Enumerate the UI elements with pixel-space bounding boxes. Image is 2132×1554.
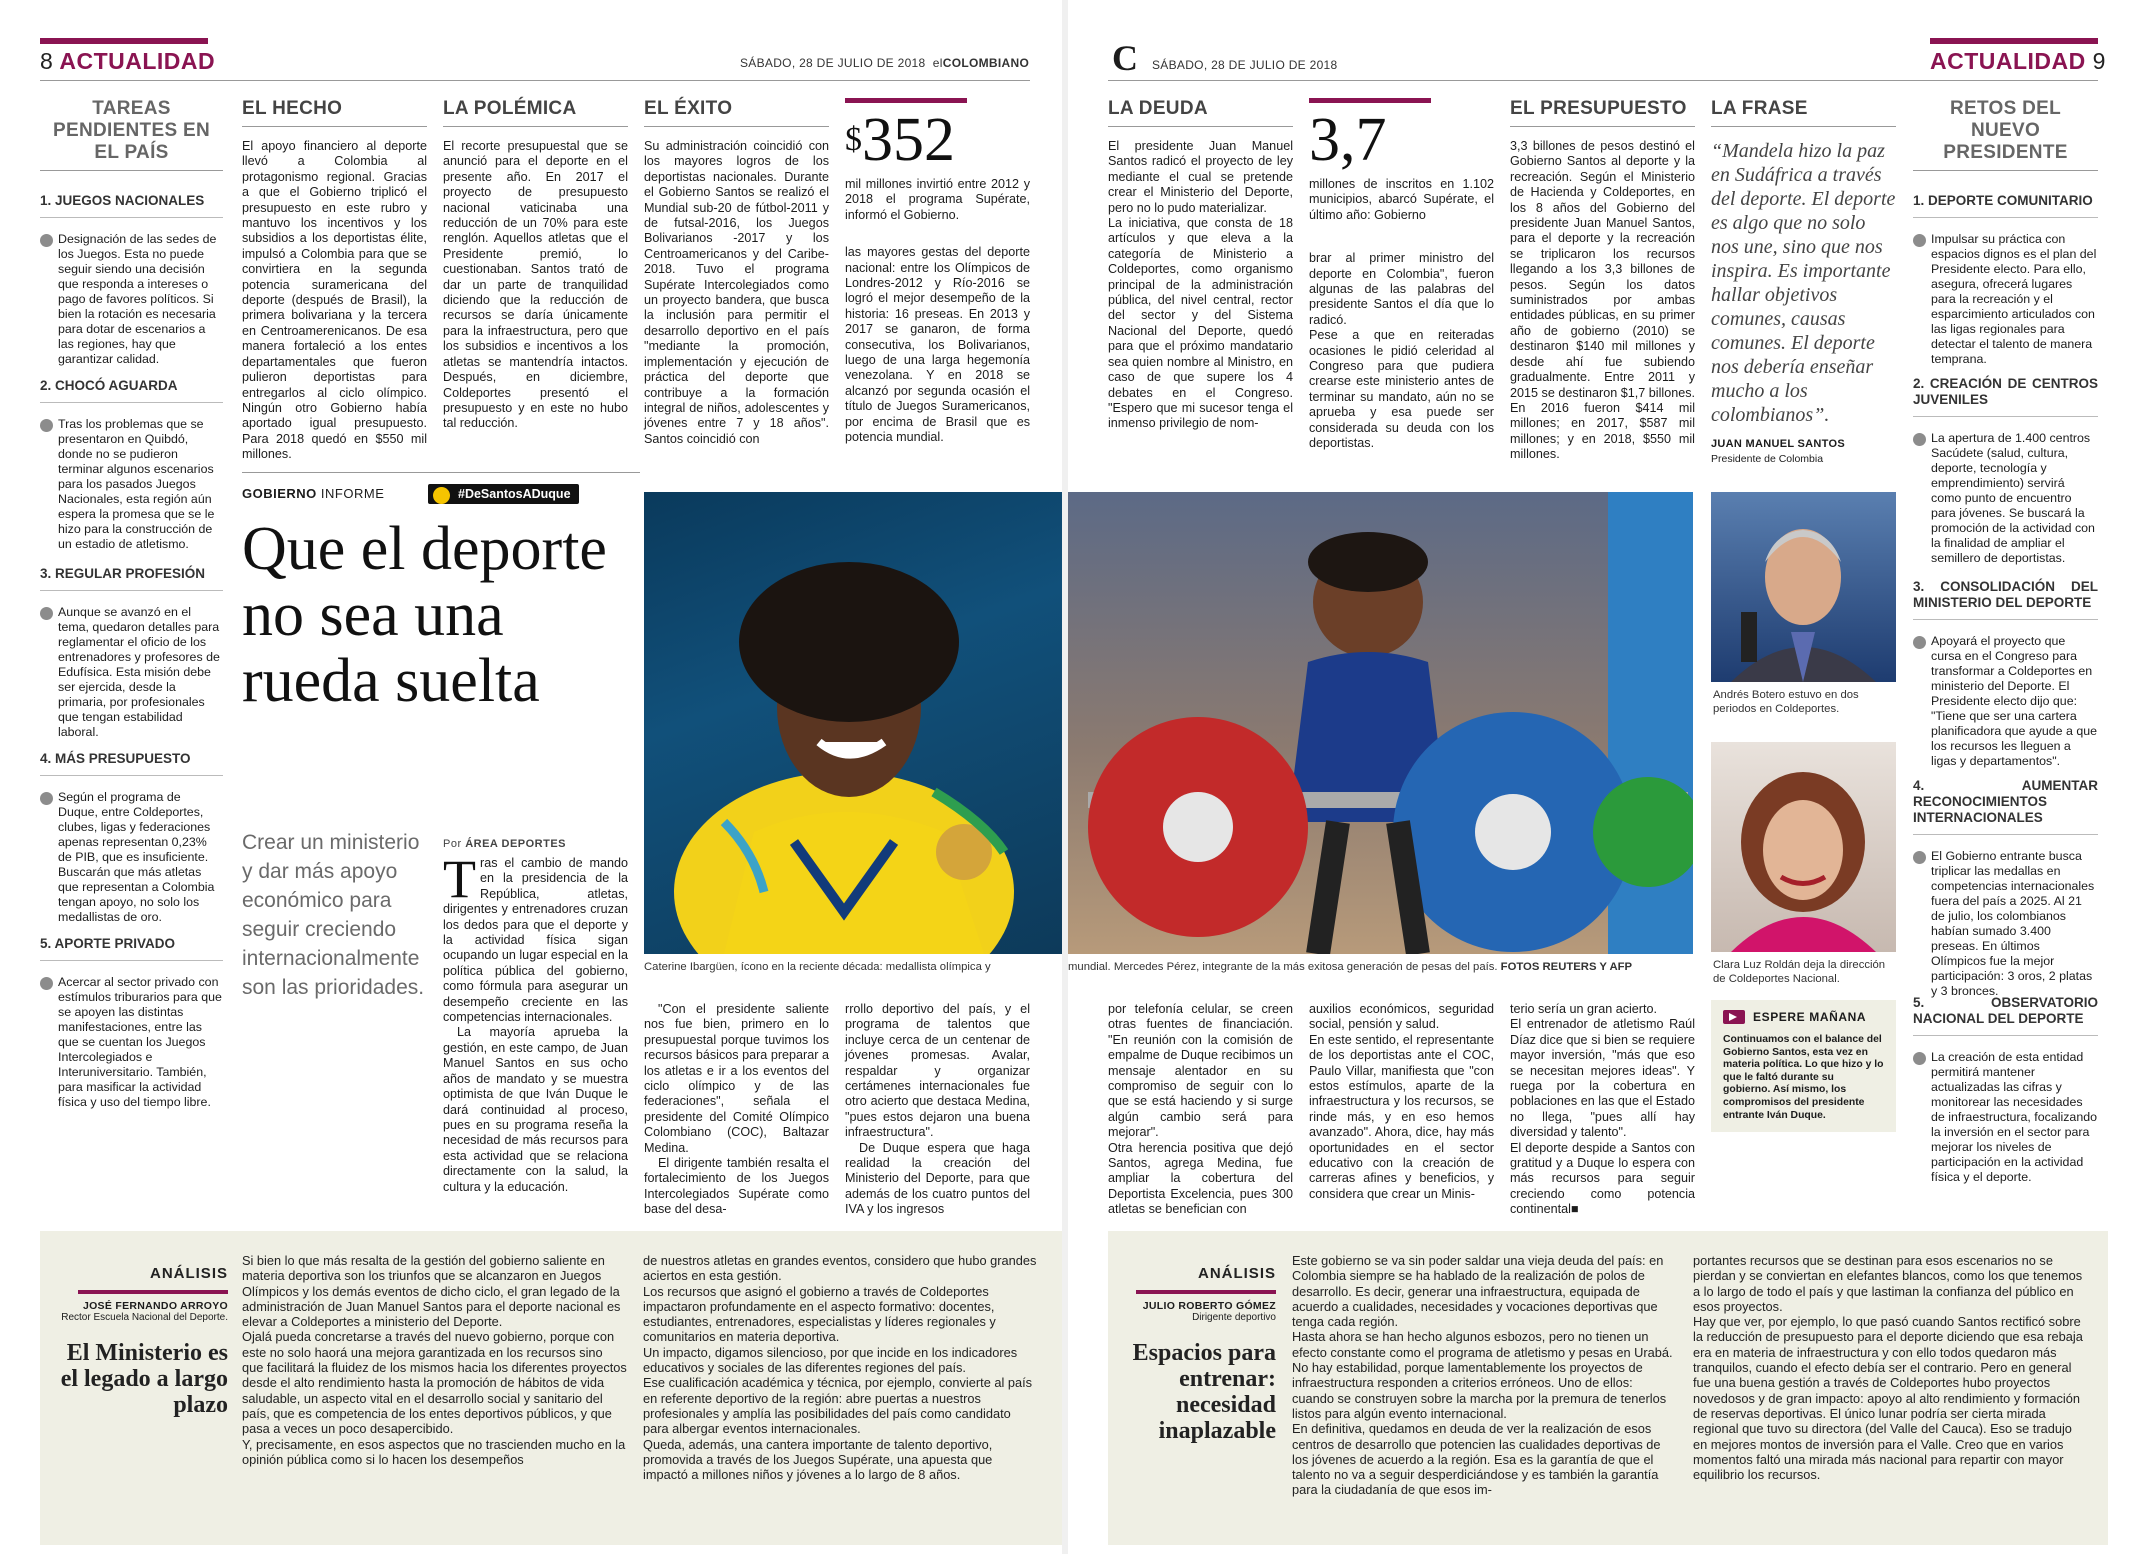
stat-currency: $ — [845, 121, 862, 158]
photo-ibarguen — [644, 492, 1062, 954]
page-header-left — [40, 48, 215, 75]
stat-text: millones de inscritos en 1.102 municipios, abarcó Supérate, el último año: Gobierno — [1309, 177, 1494, 222]
la-deuda-column — [1108, 98, 1293, 432]
byline-author: ÁREA DEPORTES — [465, 838, 567, 850]
stat-accent-bar — [1309, 98, 1431, 103]
dropcap: T — [443, 849, 476, 909]
stat-figure — [845, 106, 1030, 174]
dateline — [740, 56, 1029, 70]
column-body: las mayores gestas del deporte nacional: entre los Olímpicos de Londres-2012 y Río-2016 se logró el mejor desempeño de la historia: 16 preseas. En 2013 y 2017 se ganaron, de forma consecutiva, los Bolivarianos, luego de una larga hegemonía venezolana. Y en 2018 se alcanzó por segunda ocasión el título de Juegos Suramericanos, por encima de Brasil que es potencia mundial. — [845, 245, 1030, 445]
analysis-label: ANÁLISIS — [149, 1265, 228, 1282]
section-heading: LA POLÉMICA — [443, 98, 628, 127]
left-page — [0, 0, 1062, 1554]
body-text: La mayoría aprueba la gestión, en este campo, de Juan Manuel Santos en sus ocho años de mandato y se muestra optimista de que Iván Duque le dará continuidad al proceso, pues en su programa reseña la necesidad de más recursos para esta actividad que se relaciona directamente con la salud, la cultura y la educación. — [443, 1025, 628, 1194]
person-icon — [433, 487, 450, 504]
sidebar-title: TAREAS PENDIENTES EN EL PAÍS — [40, 98, 223, 171]
el-exito-column — [644, 98, 829, 447]
pull-quote: “Mandela hizo la paz en Sudáfrica a través del deporte. El deporte es algo que no solo nos une, sino que nos inspira. Es importante hallar objetivos comunes, causas comunes. El deporte nos debería enseñar mucho a los colombianos”. — [1711, 140, 1896, 426]
section-heading: LA FRASE — [1711, 98, 1896, 127]
dateline: SÁBADO, 28 DE JULIO DE 2018 — [1152, 58, 1338, 72]
retos-sidebar — [1913, 98, 2098, 1197]
column-body: El presidente Juan Manuel Santos radicó el proyecto de ley mediante el cual se pretende crear el Ministerio del Deporte, pero no lo pudo materializar. La iniciativa, que consta de 18 artículos y que eleva a la categoría de Ministerio a Coldeportes, como organismo principal de la administración pública, del nivel central, rector del sector y del Sistema Nacional del Deporte, quedó para que el próximo mandatario sea quien nombre al Ministro, en caso de que supere los 4 debates en el Congreso. "Espero que mi sucesor tenga el inmenso privilegio de nom- — [1108, 139, 1293, 431]
analysis-header — [1116, 1265, 1276, 1444]
body-column-5: auxilios económicos, seguridad social, pensión y salud. En este sentido, el representante de los deportistas ante el COC, Paulo Villar, manifiesta que "con estos estímulos, aparte de la infraestructura y los recursos, se rinde más, y en eso hemos avanzado". Ahora, dice, hay más oportunidades en el sector educativo con la creación de carreras afines y beneficios, y considera que crear un Minis- — [1309, 1002, 1494, 1201]
body-column-3 — [845, 1002, 1030, 1218]
sidebar-item-body: Aunque se avanzó en el tema, quedaron detalles para reglamentar el oficio de los entrenadores y profesores de Edufísica. Esta misión debe ser ejercida, desde la primaria, por profesionales que tengan estabilidad laboral. — [58, 605, 220, 739]
story-rule — [242, 472, 640, 473]
body-text: De Duque espera que haga realidad la creación del Ministerio del Deporte, para que además de los cuatro puntos del IVA y los ingresos — [845, 1140, 1030, 1217]
analysis-column-1: Si bien lo que más resalta de la gestión del gobierno saliente en materia deportiva son los triunfos que se alcanzaron en Juegos Olímpicos y los demás eventos de dicho ciclo, el gran legado de la administración de Juan Manuel Santos para el deporte nacional es elevar a Coldeportes a ministerio del Deporte. Ojalá pueda concretarse a través del nuevo gobierno, porque con este no solo haorá una mejora garantizada en los recursos sino que facilitará la fluidez de los mismos hacia los diferentes proyectos desde el alto rendimiento hasta la promoción de hábitos de vida saludable, un aspecto vital en el desarrollo social y sanitario del país, que es competencia de los entes deportivos públicos, y que pasa a veces un poco desapercibido. Y, precisamente, en esos aspectos que no trascienden mucho en la opinión pública como si lo hacen los desempeños — [242, 1253, 627, 1467]
sidebar-item-body: La creación de esta entidad permitirá mantener actualizadas las cifras y monitorear las necesidades de infraestructura, focalizando la inversión en el sector para mejorar los niveles de participación en la actividad física y el deporte. — [1931, 1050, 2097, 1184]
roldan-caption: Clara Luz Roldán deja la dirección de Coldeportes Nacional. — [1713, 959, 1886, 985]
section-heading: EL ÉXITO — [644, 98, 829, 127]
bullet-dot-icon — [40, 607, 53, 620]
body-column-4: por telefonía celular, se creen otras fuentes de financiación. "En reunión con la comisión de empalme de Duque recibimos un mensaje alentador en su compromiso de seguir con lo que se está haciendo y si surge algún cambio será para mejorar". Otra herencia positiva que dejó Santos, agrega Medina, fue ampliar la cobertura del Deportista Excelencia, pues 300 atletas se benefician con — [1108, 1002, 1293, 1217]
photo-caption: Caterine Ibargüen, ícono en la reciente década: medallista olímpica y — [644, 961, 991, 973]
body-text: El dirigente también resalta el fortalecimiento de los Juegos Intercolegiados Supérate como base del desa- — [644, 1156, 829, 1217]
sidebar-item-body: Apoyará el proyecto que cursa en el Congreso para transformar a Coldeportes en ministerio del Deporte. El Presidente electo dijo que: "Tiene que ser una cartera planificadora que ayude a que los recursos les lleguen a ligas y departamentos". — [1931, 634, 2098, 768]
stat-column — [1309, 98, 1494, 452]
page-number: 8 — [40, 48, 54, 74]
bullet-dot-icon — [1913, 636, 1926, 649]
body-column-1 — [443, 849, 628, 1195]
kicker-bold: GOBIERNO — [242, 486, 317, 501]
bullet-dot-icon — [40, 792, 53, 805]
stat-column — [845, 98, 1030, 446]
sidebar-item — [40, 368, 223, 556]
botero-caption: Andrés Botero estuvo en dos periodos en Coldeportes. — [1713, 689, 1859, 715]
portrait-roldan-illustration — [1711, 742, 1896, 952]
column-body: 3,3 billones de pesos destinó el Gobierno Santos al deporte y la recreación. Según el Ministerio de Hacienda y Coldeportes, en los 8 años del Gobierno del presidente Juan Manuel Santos, para el deporte y la recreación se triplicaron los recursos llegando a los 3,3 billones de pesos. Según los datos suministrados por ambas entidades públicas, en su primer año de gobierno (2010) se destinaron $140 mil millones y desde ahí fue subiendo gradualmente. Entre 2011 y 2015 se destinaron $1,7 billones. En 2016 fueron $414 mil millones; en 2017, $587 mil millones; y en 2018, $550 mil millones. — [1510, 139, 1695, 462]
espere-header — [1723, 1010, 1884, 1024]
column-body: brar al primer ministro del deporte en Colombia", fueron algunas de las palabras del presidente Santos el día que lo radicó. Pese a que en reiteradas ocasiones le pidió celeridad al Congreso para que pudiera crearse este ministerio antes de terminar su mandato, aún no se aprueba y esa puede ser considerada su deuda con los deportistas. — [1309, 251, 1494, 451]
sidebar-item — [1913, 366, 2098, 569]
section-heading: LA DEUDA — [1108, 98, 1293, 127]
quote-author-role: Presidente de Colombia — [1711, 453, 1824, 466]
analysis-label: ANÁLISIS — [1197, 1265, 1276, 1282]
body-text: ras el cambio de mando en la presidencia de la República, atletas, dirigentes y entrenadores cruzan los dedos para que el deporte y la actividad física sigan ocupando un lugar especial en la política pública del gobierno, como fórmula para asegurar un desempeño creciente en las competencias internacionales. — [443, 856, 628, 1025]
photo-credit: FOTOS REUTERS Y AFP — [1500, 961, 1633, 973]
sidebar-item — [1913, 569, 2098, 768]
analysis-accent-bar — [78, 1290, 228, 1294]
sidebar-item-body: Designación de las sedes de los Juegos. Esta no puede seguir siendo una decisión que responda a intereses o pago de favores políticos. Si bien la rotación es necesaria para dotar de escenarios a las regiones, hay que garantizar calidad. — [58, 232, 217, 366]
section-color-bar — [40, 38, 208, 44]
analysis-column-2: portantes recursos que se destinan para esos escenarios no se pierdan y se conviertan en elefantes blancos, como los que tenemos a lo largo de todo el país y que lastiman la confianza del público en esos proyectos. Hay que ver, por ejemplo, lo que pasó cuando Santos rectificó sobre la reducción de presupuesto para el deporte diciendo que esa rebaja era en materia de infraestructura y con ello todos quedaron más tranquilos, cuando el efecto debía ser el contrario. Pero en general fue una buena gestión a través de Coldeportes hubo proyectos novedosos y de gran impacto: apoyo al alto rendimiento y formación de reservas deportivas. El único lunar podría ser cierta mirada regional que tuvo su directora (del Valle del Cauca). Eso se tradujo en mejores montos de inversión para el Valle. Creo que en varios momentos faltó una mirada más nacional para repartir con mayor equilibrio los recursos. — [1693, 1253, 2083, 1483]
stat-value: 352 — [862, 106, 955, 174]
sidebar-item — [40, 741, 223, 926]
byline-prefix: Por — [443, 838, 462, 850]
analysis-title: Espacios para entrenar: necesidad inaplazable — [1132, 1340, 1276, 1444]
el-presupuesto-column — [1510, 98, 1695, 463]
section-name: ACTUALIDAD — [1930, 48, 2086, 74]
bullet-dot-icon — [1913, 851, 1926, 864]
sidebar-item-title: 5. OBSERVATORIO NACIONAL DEL DEPORTE — [1913, 985, 2098, 1036]
analysis-column-2: de nuestros atletas en grandes eventos, considero que hubo grandes aciertos en esta gestión. Los recursos que asignó el gobierno a través de Coldeportes impactaron profundamente en el aspecto formativo: docentes, estudiantes, entrenadores, especialistas y líderes regionales y comunitarios en materia deportiva. Un impacto, digamos silencioso, por que incide en los indicadores educativos y sociales de las diferentes regiones del país. Ese cualificación académica y técnica, por ejemplo, convierte al país en referente deportivo de la región: abre puertas a nuestros profesionales y amplía las posibilidades del país como candidato para albergar eventos internacionales. Queda, además, una cantera importante de talento deportivo, promovida a través de los Juegos Supérate, una apuesta que impactó a millones niños y jóvenes a lo largo de 8 años. — [643, 1253, 1037, 1483]
sidebar-item — [40, 183, 223, 368]
sidebar-item — [1913, 768, 2098, 998]
sidebar-item-title: 4. AUMENTAR RECONOCIMIENTOS INTERNACIONALES — [1913, 768, 2098, 835]
bullet-dot-icon — [1913, 234, 1926, 247]
weightlifter-photo-illustration — [1068, 492, 1693, 954]
caption-text: mundial. Mercedes Pérez, integrante de la más exitosa generación de pesas del país. — [1068, 961, 1498, 973]
section-heading: EL PRESUPUESTO — [1510, 98, 1695, 127]
stat-text: mil millones invirtió entre 2012 y 2018 el programa Supérate, informó el Gobierno. — [845, 177, 1030, 222]
sidebar-item-body: El Gobierno entrante busca triplicar las medallas en competencias internacionales fuera del país a 2025. Al 21 de julio, los colombianos habían sumado 3.400 preseas. En últimos Olímpicos fue la mejor participación: 3 oros, 2 platas y 3 bronces. — [1931, 849, 2095, 998]
analysis-box-left — [40, 1231, 1062, 1545]
section-color-bar — [1930, 38, 2098, 44]
sidebar-item — [40, 556, 223, 741]
end-mark: ■ — [1570, 1202, 1579, 1217]
analysis-author-role: Dirigente deportivo — [1192, 1312, 1276, 1323]
section-heading: EL HECHO — [242, 98, 427, 127]
deck: Crear un ministerio y dar más apoyo económico para seguir creciendo internacionalmente son las prioridades. — [242, 831, 425, 999]
photo-clara-luz-roldan — [1711, 742, 1896, 952]
analysis-author: JULIO ROBERTO GÓMEZ — [1142, 1300, 1276, 1312]
analysis-accent-bar — [1136, 1290, 1276, 1294]
brand-el: el — [932, 56, 943, 70]
page-number: 9 — [2092, 48, 2106, 74]
analysis-title: El Ministerio es el legado a largo plazo — [60, 1340, 228, 1418]
hashtag-text: #DeSantosADuque — [458, 487, 571, 501]
sidebar-item-body: La apertura de 1.400 centros Sacúdete (salud, cultura, deporte, tecnología y emprendimiento) servirá como punto de encuentro para jóvenes. Se buscará la promoción de la actividad con la finalidad de ampliar el semillero de deportistas. — [1931, 431, 2095, 565]
espere-manana-box — [1711, 1000, 1896, 1132]
sidebar-item-body: Acercar al sector privado con estímulos triburarios para que se apoyen las distintas manifestaciones, entre las que se cuentan los Juegos Intercolegiados e Interuniversitario. También, para masificar la actividad física y uso del tiempo libre. — [58, 975, 222, 1109]
photo-andres-botero — [1711, 492, 1896, 682]
espere-body: Continuamos con el balance del Gobierno Santos, esta vez en materia política. Lo que hizo y lo que le faltó durante su gobierno. Así mismo, los compromisos del presidente entrante Iván Duque. — [1723, 1034, 1884, 1121]
tareas-sidebar — [40, 98, 223, 1122]
sidebar-item-body: Tras los problemas que se presentaron en Quibdó, donde no se pudieron terminar algunos escenarios para los pasados Juegos Nacionales, esta región aún espera la promesa que se le hizo para la construcción de un estadio de atletismo. — [58, 417, 215, 551]
stat-accent-bar — [845, 98, 967, 103]
bullet-dot-icon — [1913, 433, 1926, 446]
kicker-light: INFORME — [320, 486, 385, 501]
analysis-header — [58, 1265, 228, 1418]
column-body: Su administración coincidió con los mayores logros de los deportistas nacionales. Durante el Gobierno Santos se realizó el Mundial sub-20 de fútbol-2011 y de futsal-2016, los Juegos Bolivarianos -2017 y los Centroamericanos y del Caribe-2018. Tuvo el programa Supérate Intercolegiados como un proyecto bandera, que busca la inclusión para permitir el desarrollo deportivo en el país "mediante la promoción, implementación y ejecución de práctica del deporte que contribuye a la formación integral de niños, adolescentes y jóvenes entre 7 y 18 años". Santos coincidió con — [644, 139, 829, 446]
bullet-dot-icon — [40, 234, 53, 247]
bullet-dot-icon — [40, 977, 53, 990]
sidebar-item-body: Impulsar su práctica con espacios dignos es el plan del Presidente electo. Para ello, asegura, ofrecerá lugares para la recreación y el esparcimiento articulados con las ligas regionales para detectar el talento de manera temprana. — [1931, 232, 2097, 366]
headline: Que el deporte no sea una rueda suelta — [242, 515, 607, 715]
sidebar-item-title: 2. CREACIÓN DE CENTROS JUVENILES — [1913, 366, 2098, 417]
sidebar-item-body: Según el programa de Duque, entre Coldeportes, clubes, ligas y federaciones apenas representan 0,23% de PIB, que es insuficiente. Buscarán que más atletas que representan a Colombia tengan apoyo, no solo los medallistas de oro. — [58, 790, 215, 924]
espere-label: ESPERE MAÑANA — [1753, 1010, 1867, 1024]
body-text: rrollo deportivo del país, y el programa de talentos que incluye cerca de un centenar de jóvenes promesas. Avalar, respaldar y organizar certámenes internacionales fue otro acierto que destaca Medina, "pues estos dejaron una buena infraestructura". — [845, 1002, 1030, 1140]
body-text: "Con el presidente saliente nos fue bien, primero en lo presupuestal porque tuvimos los recursos básicos para preparar a los atletas e ir a los eventos del ciclo olímpico y de las federaciones", señala el presidente del Comité Olímpico Colombiano (COC), Baltazar Medina. — [644, 1002, 829, 1155]
body-column-6 — [1510, 1002, 1695, 1218]
sidebar-item-title: 4. MÁS PRESUPUESTO — [40, 741, 223, 776]
header-rule — [1108, 80, 2098, 81]
header-rule — [40, 80, 1030, 81]
portrait-botero-illustration — [1711, 492, 1896, 682]
photo-caption — [1068, 960, 1693, 974]
sidebar-title: RETOS DEL NUEVO PRESIDENTE — [1913, 98, 2098, 171]
sidebar-item — [40, 926, 223, 1122]
column-body: El recorte presupuestal que se anunció para el deporte en el presente año. En 2017 el proyecto de presupuesto nacional vaticinaba una reducción de un 70% para este renglón. Aquellos atletas que el Presidente premió, lo cuestionaban. Santos trató de dar un parte de tranquilidad diciendo que la reducción de recursos se daría únicamente para la infraestructura, pero que los subsidios e incentivos a los atletas se mantendría intactos. Después, en diciembre, Coldeportes presentó el presupuesto y en este no hubo tal reducción. — [443, 139, 628, 431]
analysis-author-role: Rector Escuela Nacional del Deporte. — [61, 1312, 228, 1323]
bullet-dot-icon — [1913, 1052, 1926, 1065]
stat-figure: 3,7 — [1309, 106, 1387, 174]
sidebar-item-title: 5. APORTE PRIVADO — [40, 926, 223, 961]
hashtag-badge — [428, 484, 579, 504]
kicker — [242, 486, 384, 501]
section-name: ACTUALIDAD — [59, 48, 216, 74]
sidebar-item-title: 1. DEPORTE COMUNITARIO — [1913, 183, 2098, 218]
column-body: El apoyo financiero al deporte llevó a Colombia al protagonismo regional. Gracias a que el Gobierno triplicó el presupuesto en este rubro y mantuvo los incentivos y los subsidios a los deportistas élite, impulsó a Colombia para que se convirtiera en la segunda potencia suramericana del deporte (después de Brasil), la primera bolivariana y la tercera en Centroamerenicanos. De esa manera fortaleció a los entes departamentales que fueron pulieron deportistas para entregarlos al ciclo olímpico. Ningún otro Gobierno había aportado igual presupuesto. Para 2018 quedó en $550 mil millones. — [242, 139, 427, 462]
athlete-photo-illustration — [644, 492, 1062, 954]
brand-name: COLOMBIANO — [942, 56, 1030, 70]
sidebar-item-title: 2. CHOCÓ AGUARDA — [40, 368, 223, 403]
analysis-column-1: Este gobierno se va sin poder saldar una vieja deuda del país: en Colombia siempre se ha hablado de la realización de polos de desarrollo. Es decir, generar una infraestructura, equipada de acuerdo a cualidades, necesidades y vocaciones deportivas que tenga cada región. Hasta ahora se han hecho algunos esbozos, pero no tienen un efecto constante como el programa de atletismo y pesas en Urabá. No hay estabilidad, porque lamentablemente los proyectos de infraestructura responden a criterios erróneos. Uno de ellos: cuando se construyen sobre la marcha por la premura de tenerlos listos para algún evento internacional. En definitiva, quedamos en deuda de ver la realización de esos centros de desarrollo que potencien las cualidades deportivas de los jóvenes de acuerdo a la región. Esa es la garantía de que el talento no va a seguir desperdiciándose y es también la garantía para la ciudadanía de que esos im- — [1292, 1253, 1673, 1498]
body-column-2 — [644, 1002, 829, 1218]
date-text: SÁBADO, 28 DE JULIO DE 2018 — [740, 56, 926, 70]
photo-mercedes-perez — [1068, 492, 1693, 954]
body-text: terio sería un gran acierto. El entrenador de atletismo Raúl Díaz dice que si bien se requiere mayor inversión, "más que eso se necesitan mejores ideas". Y ruega por la cobertura en poblaciones en las que el Estado no llega, "pues allí hay diversidad y talento". El deporte despide a Santos con gratitud y a Duque lo espera con más recursos para seguir creciendo como potencia continental — [1510, 1002, 1695, 1217]
sidebar-item — [1913, 985, 2098, 1197]
el-hecho-column — [242, 98, 427, 463]
analysis-author: JOSÉ FERNANDO ARROYO — [82, 1300, 228, 1312]
sidebar-item — [1913, 183, 2098, 366]
sidebar-item-title: 3. CONSOLIDACIÓN DEL MINISTERIO DEL DEPORTE — [1913, 569, 2098, 620]
bullet-dot-icon — [40, 419, 53, 432]
quote-author: JUAN MANUEL SANTOS — [1711, 438, 1845, 450]
right-page — [1068, 0, 2132, 1554]
sidebar-item-title: 3. REGULAR PROFESIÓN — [40, 556, 223, 591]
sidebar-item-title: 1. JUEGOS NACIONALES — [40, 183, 223, 218]
la-frase-column — [1711, 98, 1896, 468]
brand-logo: C — [1112, 38, 1138, 78]
la-polemica-column — [443, 98, 628, 432]
page-header-right — [1930, 48, 2106, 75]
analysis-box-right — [1108, 1231, 2108, 1545]
forward-arrow-icon — [1723, 1010, 1745, 1024]
